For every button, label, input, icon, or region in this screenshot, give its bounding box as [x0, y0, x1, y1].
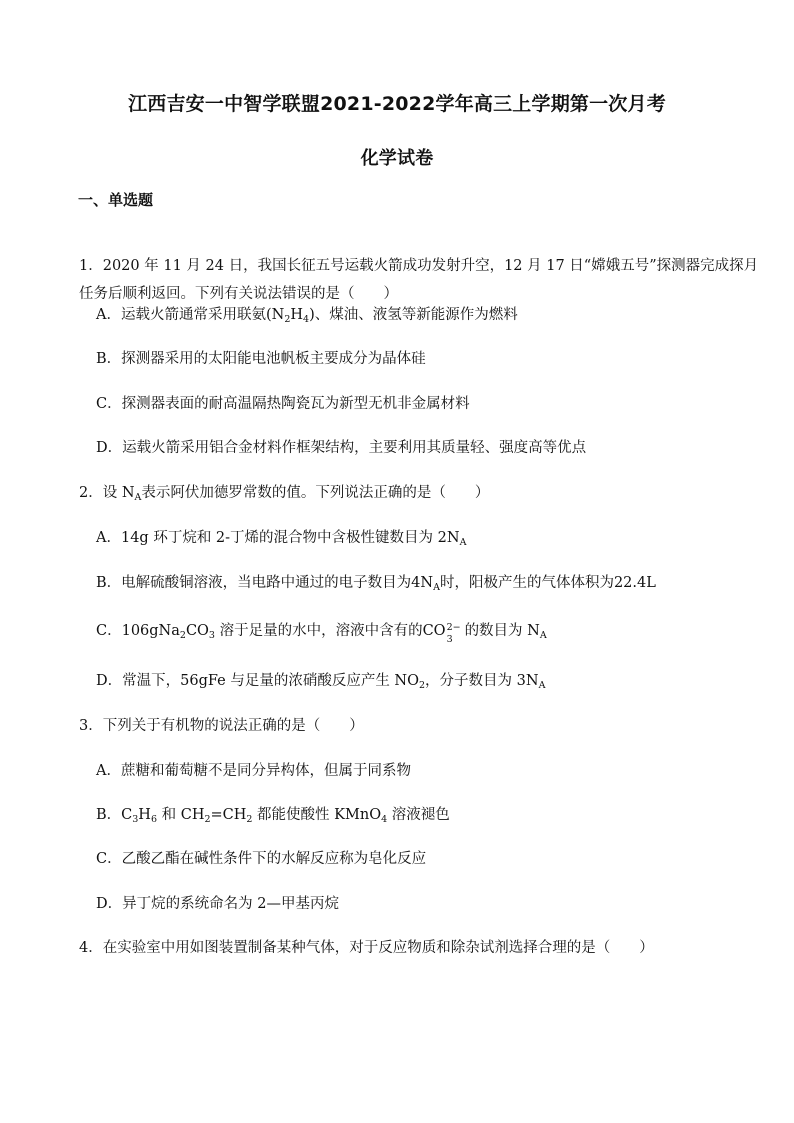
- question-2-option-c: C．$106gNa_2CO_3$ 溶于足量的水中，溶液中含有的CO 2− 3 的数目为 $N_A$: [96, 622, 547, 645]
- question-3-option-a: A．蔗糖和葡萄糖不是同分异构体，但属于同系物: [96, 763, 411, 779]
- question-2-option-b: B．电解硫酸铜溶液，当电路中通过的电子数目为$4N_A$时，阳极产生的气体体积为22.4L: [96, 575, 656, 593]
- question-1-stem-line-1: 1．2020 年 11 月 24 日，我国长征五号运载火箭成功发射升空，12 月 17 日“嫦娥五号”探测器完成探月: [79, 258, 759, 274]
- question-2-option-d: D．常温下，56gFe 与足量的浓硝酸反应产生 $NO_2$，分子数目为 $3N_A$: [96, 673, 546, 691]
- question-1-option-d: D．运载火箭采用铝合金材料作框架结构，主要利用其质量轻、强度高等优点: [96, 440, 587, 456]
- question-4-stem: 4．在实验室中用如图装置制备某种气体，对于反应物质和除杂试剂选择合理的是（ ）: [79, 940, 654, 956]
- question-3-option-c: C．乙酸乙酯在碱性条件下的水解反应称为皂化反应: [96, 851, 427, 867]
- question-1-option-c: C．探测器表面的耐高温隔热陶瓷瓦为新型无机非金属材料: [96, 396, 470, 412]
- question-2-option-a: A．14g 环丁烷和 2-丁烯的混合物中含极性键数目为 $2N_A$: [96, 530, 467, 548]
- question-1-stem-line-2: 任务后顺利返回。下列有关说法错误的是（ ）: [79, 286, 398, 302]
- question-2-stem: 2．设 $N_A$表示阿伏加德罗常数的值。下列说法正确的是（ ）: [79, 485, 490, 503]
- question-1-option-a: A．运载火箭通常采用联氨$(N_2H_4)$、煤油、液氢等新能源作为燃料: [96, 307, 518, 325]
- question-1-option-b: B．探测器采用的太阳能电池帆板主要成分为晶体硅: [96, 351, 426, 367]
- question-3-option-b: B．$C_3H_6$ 和 $CH_2=CH_2$ 都能使酸性 KMnO$_4$ 溶液褪色: [96, 807, 450, 825]
- exam-title: 江西吉安一中智学联盟2021-2022学年高三上学期第一次月考: [128, 93, 666, 115]
- exam-subtitle: 化学试卷: [360, 148, 434, 169]
- question-3-option-d: D．异丁烷的系统命名为 2—甲基丙烷: [96, 896, 339, 912]
- question-3-stem: 3．下列关于有机物的说法正确的是（ ）: [79, 718, 364, 734]
- carbonate-charge-notation: 2− 3: [446, 622, 461, 645]
- section-heading: 一、单选题: [78, 191, 154, 209]
